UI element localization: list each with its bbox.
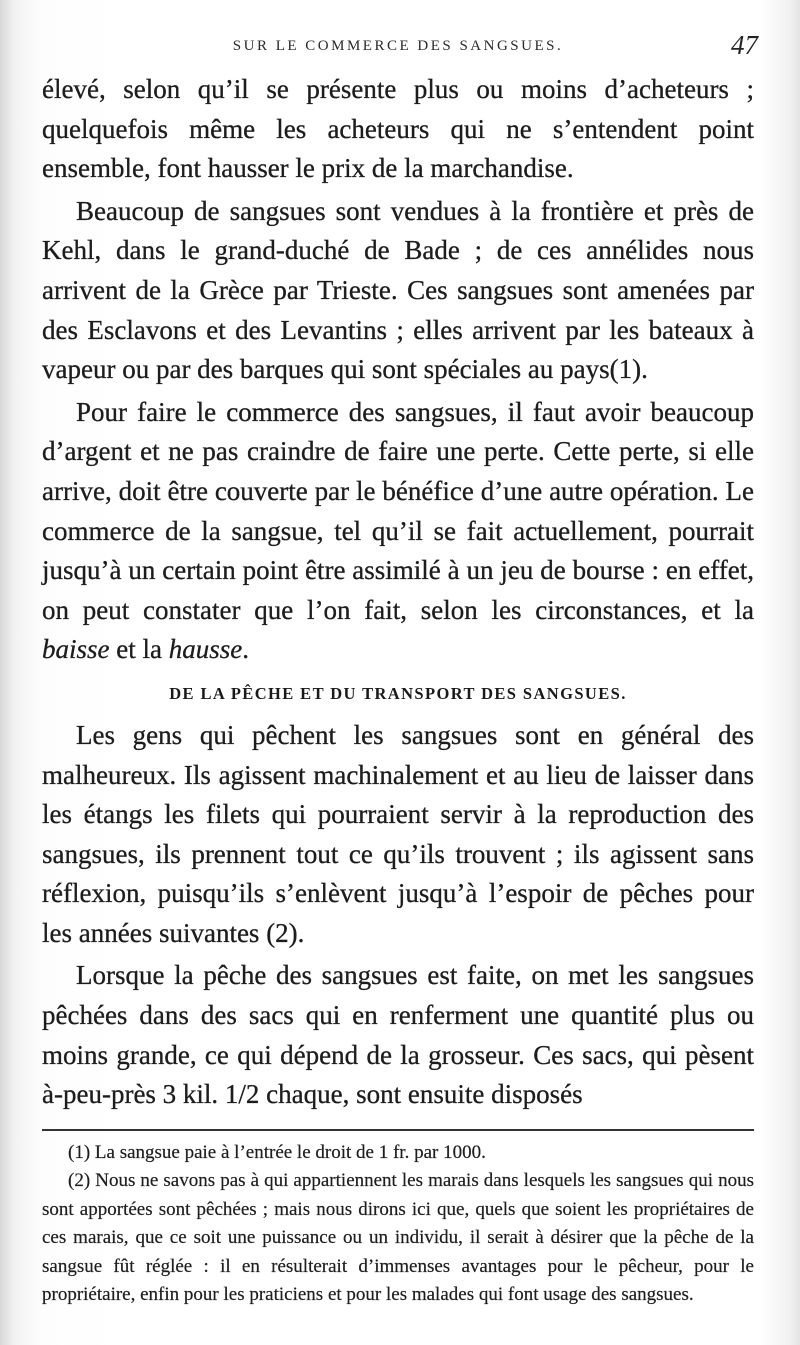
section-heading: DE LA PÊCHE ET DU TRANSPORT DES SANGSUES. <box>169 683 627 703</box>
paragraph-4-text: Les gens qui pêchent les sangsues sont en général des malheureux. Ils agissent machinalement et au lieu de laisser dans les étangs les filets qui pourraient servir à la reproduction des sangsues, ils prennent tout ce qu’ils trouvent ; ils agissent sans réflexion, puisqu’ils s’enlèvent jusqu’à l’espoir de pêches pour les années suivantes <box>42 719 754 948</box>
footnote-ref-2: (2). <box>266 917 305 948</box>
footnote-ref-1: (1). <box>609 354 648 385</box>
running-head <box>42 30 758 70</box>
paragraph-3-and: et la <box>116 634 162 665</box>
paragraph-1: élevé, selon qu’il se présente plus ou moins d’acheteurs ; quelquefois même les acheteurs qui ne s’entendent point ensemble, font hausser le prix de la marchandise. <box>42 74 754 184</box>
paragraph-2 <box>42 192 754 390</box>
footnotes <box>42 1139 754 1310</box>
paragraph-3 <box>42 393 754 670</box>
paragraph-5: Lorsque la pêche des sangsues est faite, on met les sangsues pêchées dans des sacs qui en renferment une quantité plus ou moins grande, ce qui dépend de la grosseur. Ces sacs, qui pèsent à-peu-près 3 kil. 1/2 chaque, sont ensuite disposés <box>42 960 754 1110</box>
footnote-divider <box>42 1129 754 1131</box>
footnote-1: (1) La sangsue paie à l’entrée le droit de 1 fr. par 1000. <box>68 1141 486 1163</box>
body-text <box>42 70 754 1115</box>
running-title: SUR LE COMMERCE DES SANGSUES. <box>232 38 564 54</box>
page-number: 47 <box>731 30 758 60</box>
paragraph-3-text: Pour faire le commerce des sangsues, il faut avoir beaucoup d’argent et ne pas craindre de faire une perte. Cette perte, si elle arrive, doit être couverte par le bénéfice d’une autre opération. Le commerce de la sangsue, tel qu’il se fait actuellement, pourrait jusqu’à un certain point être assimilé à un jeu de bourse : en effet, on peut constater que l’on fait, selon les circonstances, et la <box>42 396 754 625</box>
italic-hausse: hausse <box>168 634 243 665</box>
italic-baisse: baisse <box>42 634 110 665</box>
paragraph-4 <box>42 716 754 954</box>
paragraph-2-text: Beaucoup de sangsues sont vendues à la frontière et près de Kehl, dans le grand-duché de Bade ; de ces annélides nous arrivent de la Grèce par Trieste. Ces sangsues sont amenées par des Esclavons et des Levantins ; elles arrivent par les bateaux à vapeur ou par des barques qui sont spéciales au pays <box>42 195 754 385</box>
footnote-2: (2) Nous ne savons pas à qui appartiennent les marais dans lesquels les sangsues qui nous sont apportées sont pêchées ; mais nous dirons ici que, quels que soient les propriétaires de ces marais, que ce soit une puissance ou un individu, il serait à désirer que la pêche de la sangsue fût réglée : il en résulterait d’immenses avantages pour le pêcheur, pour le propriétaire, enfin pour les praticiens et pour les malades qui font usage des sangsues. <box>42 1170 754 1306</box>
paragraph-3-end: . <box>242 634 249 665</box>
